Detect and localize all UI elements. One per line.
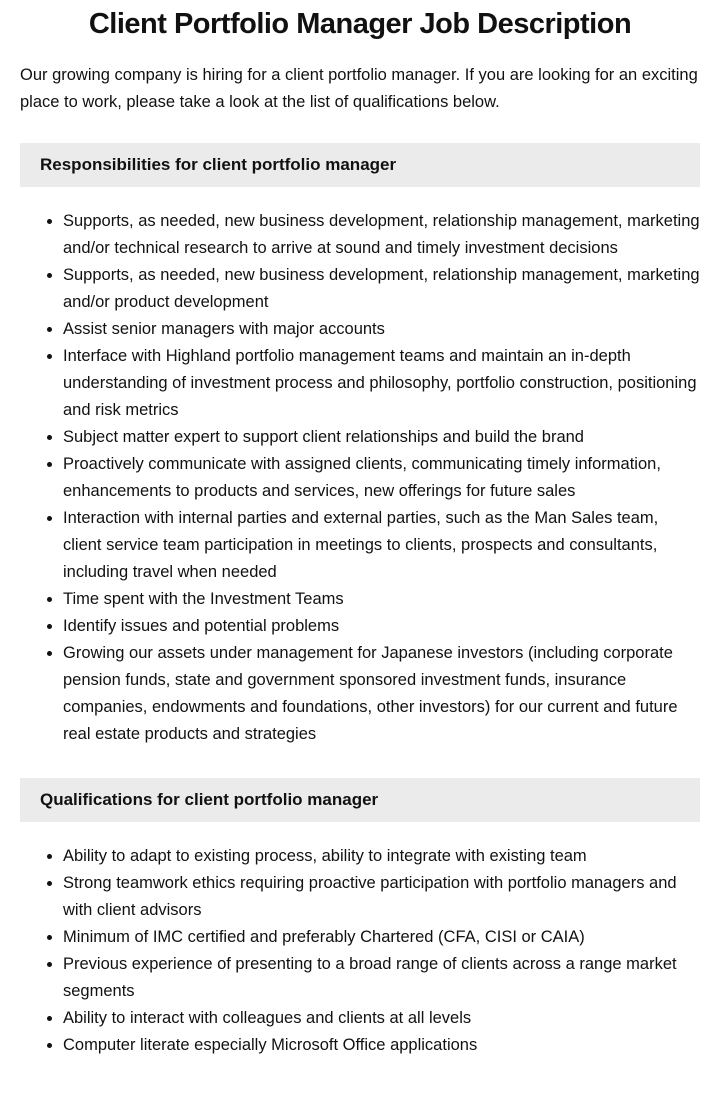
list-item: • Assist senior managers with major accounts <box>63 316 700 343</box>
responsibilities-section-heading <box>20 143 700 187</box>
intro-paragraph: Our growing company is hiring for a client portfolio manager. If you are looking for an exciting place to work, please take a look at the list of qualifications below. <box>20 65 698 111</box>
responsibilities-heading-label: Responsibilities for client portfolio manager <box>40 154 397 174</box>
list-item: • Computer literate especially Microsoft Office applications <box>63 1032 700 1059</box>
qualifications-list <box>20 843 700 1059</box>
list-item: • Time spent with the Investment Teams <box>63 586 700 613</box>
list-item: • Supports, as needed, new business development, relationship management, marketing and/or technical research to arrive at sound and timely investment decisions <box>63 208 700 262</box>
list-item: • Interface with Highland portfolio management teams and maintain an in-depth understanding of investment process and philosophy, portfolio construction, positioning and risk metrics <box>63 343 700 424</box>
list-item: • Subject matter expert to support client relationships and build the brand <box>63 424 700 451</box>
list-item: • Strong teamwork ethics requiring proactive participation with portfolio managers and with client advisors <box>63 870 700 924</box>
list-item: • Previous experience of presenting to a broad range of clients across a range market segments <box>63 951 700 1005</box>
list-item: • Interaction with internal parties and external parties, such as the Man Sales team, client service team participation in meetings to clients, prospects and consultants, including travel when needed <box>63 505 700 586</box>
page-title: Client Portfolio Manager Job Description <box>88 8 632 40</box>
list-item: • Growing our assets under management for Japanese investors (including corporate pension funds, state and government sponsored investment funds, insurance companies, endowments and foundations, other investors) for our current and future real estate products and strategies <box>63 640 700 748</box>
qualifications-section-heading <box>20 778 700 822</box>
qualifications-heading-label: Qualifications for client portfolio manager <box>40 789 379 809</box>
list-item: • Minimum of IMC certified and preferably Chartered (CFA, CISI or CAIA) <box>63 924 700 951</box>
list-item: • Supports, as needed, new business development, relationship management, marketing and/or product development <box>63 262 700 316</box>
list-item: • Ability to adapt to existing process, ability to integrate with existing team <box>63 843 700 870</box>
list-item: • Proactively communicate with assigned clients, communicating timely information, enhancements to products and services, new offerings for future sales <box>63 451 700 505</box>
list-item: • Identify issues and potential problems <box>63 613 700 640</box>
list-item: • Ability to interact with colleagues and clients at all levels <box>63 1005 700 1032</box>
responsibilities-list <box>20 208 700 748</box>
